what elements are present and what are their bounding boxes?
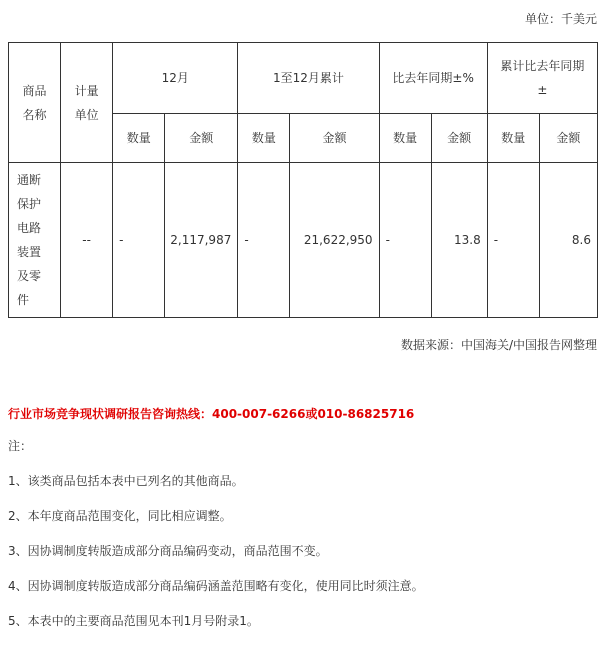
hotline-banner: 行业市场竞争现状调研报告咨询热线：400-007-6266或010-86825716: [8, 407, 415, 421]
header-amount: 金额: [431, 114, 487, 163]
cell-cum-yoy-amount: 8.6: [539, 163, 597, 318]
data-source: 数据来源：中国海关/中国报告网整理: [400, 338, 597, 352]
cell-measure-unit: --: [61, 163, 113, 318]
cell-product-name: 通断保护电路装置及零件: [9, 163, 61, 318]
header-yoy: 比去年同期±%: [379, 43, 487, 114]
header-amount: 金额: [165, 114, 238, 163]
cell-cum-yoy-quantity: -: [487, 163, 539, 318]
trade-data-table: [8, 42, 598, 318]
header-quantity: 数量: [113, 114, 165, 163]
table-row: [9, 163, 598, 318]
cell-yoy-quantity: -: [379, 163, 431, 318]
header-row-primary: [9, 43, 598, 114]
header-quantity: 数量: [379, 114, 431, 163]
cell-cum-amount: 21,622,950: [290, 163, 379, 318]
cell-dec-quantity: -: [113, 163, 165, 318]
note-item: 5、本表中的主要商品范围见本刊1月号附录1。: [8, 614, 259, 628]
header-measure-unit: 计量单位: [61, 43, 113, 163]
header-amount: 金额: [290, 114, 379, 163]
unit-label: 单位：千美元: [524, 12, 597, 26]
header-jan-dec: 1至12月累计: [238, 43, 379, 114]
notes-title: 注：: [8, 439, 33, 453]
cell-dec-amount: 2,117,987: [165, 163, 238, 318]
header-product-name: 商品名称: [9, 43, 61, 163]
note-item: 4、因协调制度转版造成部分商品编码涵盖范围略有变化，使用同比时须注意。: [8, 579, 424, 593]
header-december: 12月: [113, 43, 238, 114]
header-amount: 金额: [539, 114, 597, 163]
cell-yoy-amount: 13.8: [431, 163, 487, 318]
note-item: 2、本年度商品范围变化，同比相应调整。: [8, 509, 232, 523]
cell-cum-quantity: -: [238, 163, 290, 318]
header-quantity: 数量: [487, 114, 539, 163]
note-item: 3、因协调制度转版造成部分商品编码变动，商品范围不变。: [8, 544, 328, 558]
notes-section: [8, 439, 424, 649]
header-cumulative-yoy: 累计比去年同期±: [487, 43, 597, 114]
header-quantity: 数量: [238, 114, 290, 163]
note-item: 1、该类商品包括本表中已列名的其他商品。: [8, 474, 244, 488]
